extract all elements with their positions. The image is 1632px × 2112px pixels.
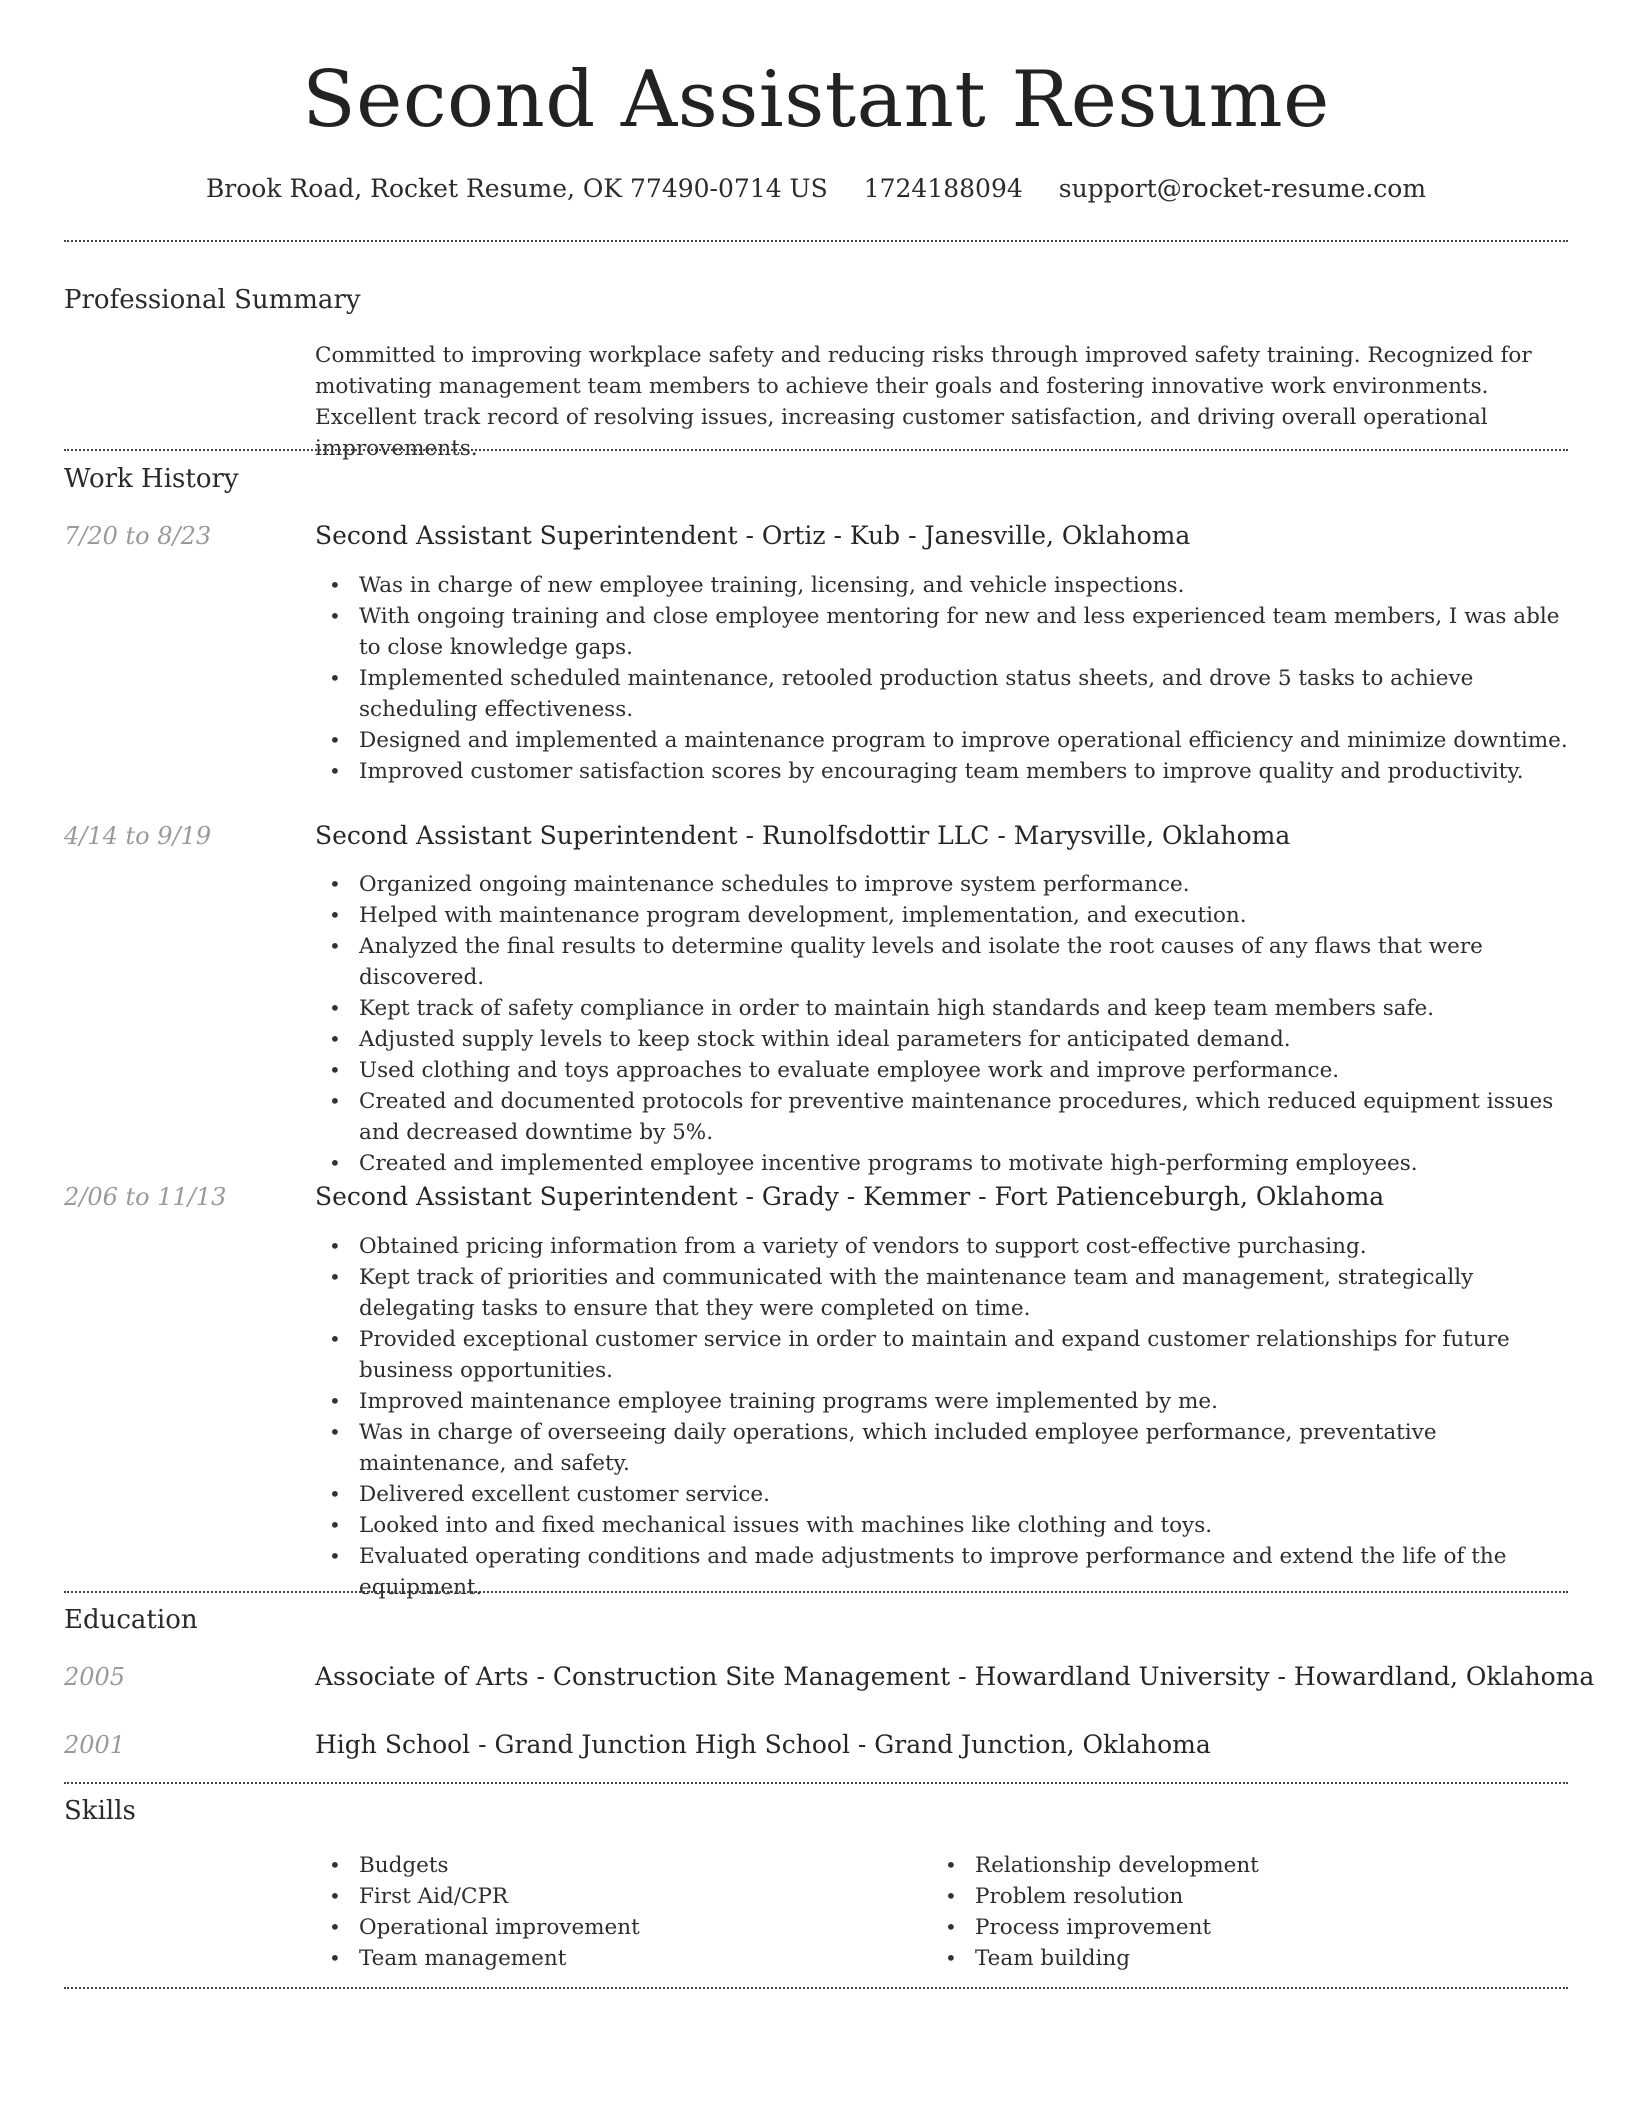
list-item: • Created and documented protocols for preventive maintenance procedures, which reduced equipment issues and decreased downtime by 5%. xyxy=(315,1086,1570,1148)
job-dates: 2/06 to 11/13 xyxy=(64,1183,227,1211)
summary-text: Committed to improving workplace safety and reducing risks through improved safety training. Recognized for motivating management team members to achieve their goals and fostering innovative work environments. Excellent track record of resolving issues, increasing customer satisfaction, and driving overall operational improvements. xyxy=(315,343,1532,461)
skill-item: • Problem resolution xyxy=(931,1881,1491,1912)
job-bullets xyxy=(315,869,1570,1179)
list-item: • Implemented scheduled maintenance, retooled production status sheets, and drove 5 tasks to achieve scheduling effectiveness. xyxy=(315,663,1570,725)
section-title-education: Education xyxy=(64,1605,198,1635)
section-title-summary: Professional Summary xyxy=(64,285,361,315)
education-entry: Associate of Arts - Construction Site Management - Howardland University - Howardland, Oklahoma xyxy=(315,1662,1595,1691)
list-item: • Analyzed the final results to determine quality levels and isolate the root causes of any flaws that were discovered. xyxy=(315,931,1570,993)
list-item: • Helped with maintenance program development, implementation, and execution. xyxy=(315,900,1570,931)
resume-title: Second Assistant Resume xyxy=(302,55,1330,145)
job-dates: 7/20 to 8/23 xyxy=(64,522,212,550)
skill-item: • First Aid/CPR xyxy=(315,1881,875,1912)
list-item: • Provided exceptional customer service in order to maintain and expand customer relationships for future business opportunities. xyxy=(315,1324,1570,1386)
contact-line xyxy=(0,172,1632,206)
list-item: • Delivered excellent customer service. xyxy=(315,1479,1570,1510)
list-item: • Designed and implemented a maintenance program to improve operational efficiency and minimize downtime. xyxy=(315,725,1570,756)
list-item: • Adjusted supply levels to keep stock within ideal parameters for anticipated demand. xyxy=(315,1024,1570,1055)
list-item: • Was in charge of new employee training, licensing, and vehicle inspections. xyxy=(315,570,1570,601)
job-bullets xyxy=(315,570,1570,787)
skill-item: • Operational improvement xyxy=(315,1912,875,1943)
skill-item: • Team building xyxy=(931,1943,1491,1974)
job-heading: Second Assistant Superintendent - Runolfsdottir LLC - Marysville, Oklahoma xyxy=(315,821,1291,850)
list-item: • With ongoing training and close employee mentoring for new and less experienced team members, I was able to close knowledge gaps. xyxy=(315,601,1570,663)
list-item: • Was in charge of overseeing daily operations, which included employee performance, preventative maintenance, and safety. xyxy=(315,1417,1570,1479)
education-year: 2005 xyxy=(64,1663,126,1691)
list-item: • Kept track of priorities and communicated with the maintenance team and management, strategically delegating tasks to ensure that they were completed on time. xyxy=(315,1262,1570,1324)
section-title-work: Work History xyxy=(64,464,239,494)
skill-item: • Process improvement xyxy=(931,1912,1491,1943)
contact-address: Brook Road, Rocket Resume, OK 77490-0714 US xyxy=(205,174,828,203)
divider xyxy=(64,240,1568,242)
skill-item: • Budgets xyxy=(315,1850,875,1881)
list-item: • Improved maintenance employee training programs were implemented by me. xyxy=(315,1386,1570,1417)
divider xyxy=(64,449,1568,451)
job-heading: Second Assistant Superintendent - Ortiz - Kub - Janesville, Oklahoma xyxy=(315,521,1191,550)
skill-item: • Team management xyxy=(315,1943,875,1974)
list-item: • Obtained pricing information from a variety of vendors to support cost-effective purchasing. xyxy=(315,1231,1570,1262)
list-item: • Created and implemented employee incentive programs to motivate high-performing employees. xyxy=(315,1148,1570,1179)
list-item: • Evaluated operating conditions and made adjustments to improve performance and extend the life of the equipment. xyxy=(315,1541,1570,1603)
contact-phone: 1724188094 xyxy=(863,174,1023,203)
divider xyxy=(64,1782,1568,1784)
divider xyxy=(64,1987,1568,1989)
skills-list-left xyxy=(315,1850,875,1974)
skill-item: • Relationship development xyxy=(931,1850,1491,1881)
education-entry: High School - Grand Junction High School - Grand Junction, Oklahoma xyxy=(315,1730,1211,1759)
job-bullets xyxy=(315,1231,1570,1603)
section-title-skills: Skills xyxy=(64,1796,136,1826)
list-item: • Improved customer satisfaction scores by encouraging team members to improve quality and productivity. xyxy=(315,756,1570,787)
job-heading: Second Assistant Superintendent - Grady - Kemmer - Fort Patienceburgh, Oklahoma xyxy=(315,1182,1385,1211)
contact-email[interactable]: support@rocket-resume.com xyxy=(1058,174,1427,203)
job-dates: 4/14 to 9/19 xyxy=(64,822,212,850)
education-year: 2001 xyxy=(64,1731,126,1759)
list-item: • Organized ongoing maintenance schedules to improve system performance. xyxy=(315,869,1570,900)
list-item: • Used clothing and toys approaches to evaluate employee work and improve performance. xyxy=(315,1055,1570,1086)
divider xyxy=(64,1591,1568,1593)
skills-list-right xyxy=(931,1850,1491,1974)
list-item: • Looked into and fixed mechanical issues with machines like clothing and toys. xyxy=(315,1510,1570,1541)
list-item: • Kept track of safety compliance in order to maintain high standards and keep team members safe. xyxy=(315,993,1570,1024)
